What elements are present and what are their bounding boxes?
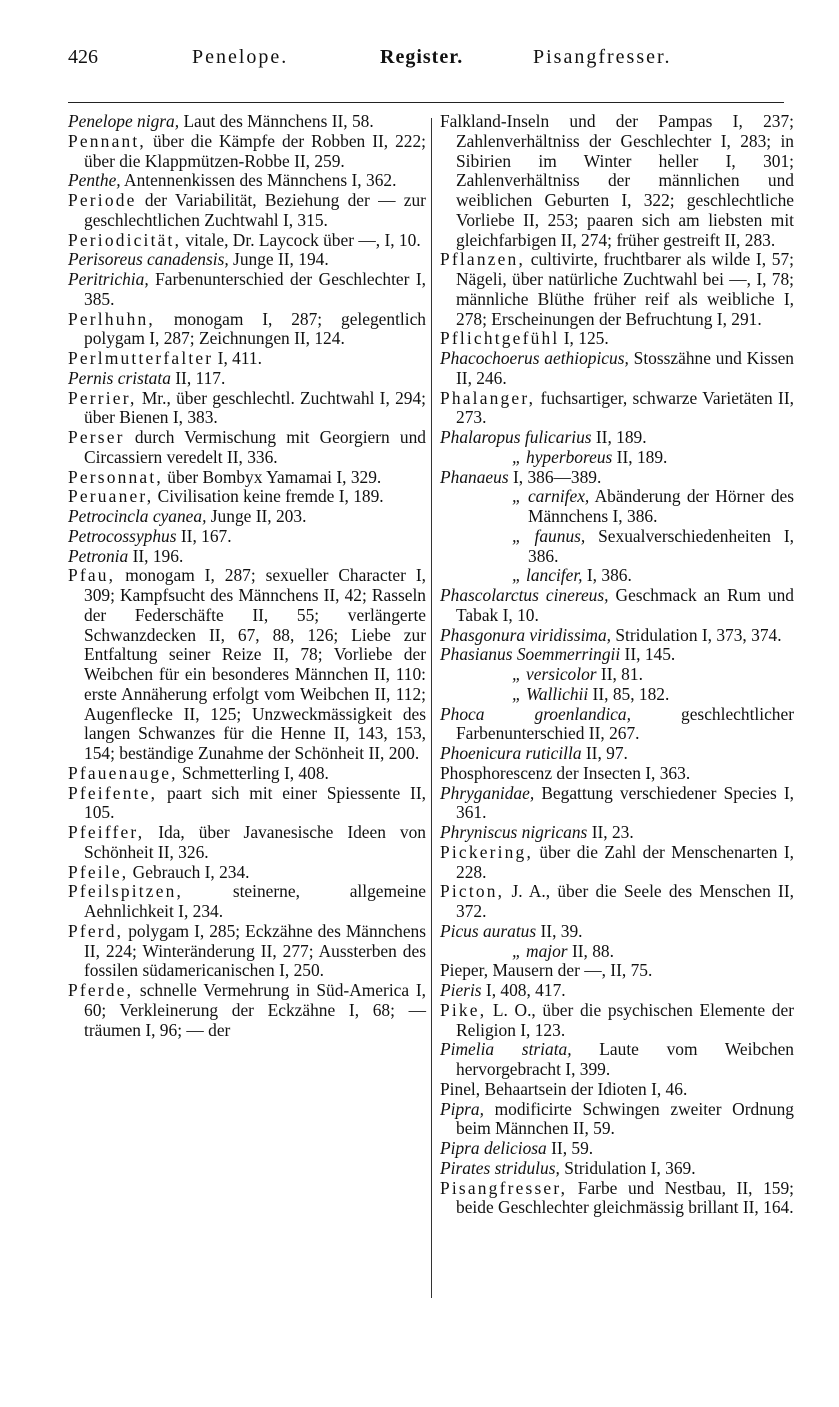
entry-heading: Phryniscus nigricans <box>440 822 588 842</box>
entry-text: I, 408, 417. <box>485 980 566 1000</box>
entry-text: II, 145. <box>624 644 676 665</box>
index-entry <box>440 764 794 784</box>
entry-heading: Pferd, <box>68 920 124 941</box>
entry-heading: Phanaeus <box>440 466 509 487</box>
index-entry <box>440 665 794 685</box>
page-number: 426 <box>68 46 98 68</box>
index-entry <box>440 566 794 586</box>
entry-text: II, 81. <box>600 664 643 684</box>
column-divider <box>431 118 432 1298</box>
entry-text: Ida, über Javanesische Ideen von Schönheit II, 326. <box>84 822 426 862</box>
index-entry <box>68 270 426 310</box>
entry-heading: Phacochoerus aethiopicus, <box>440 348 629 368</box>
index-entry <box>68 389 426 429</box>
index-entry <box>440 882 794 922</box>
entry-text: über Bombyx Yamamai I, 329. <box>167 466 382 487</box>
index-entry <box>440 626 794 646</box>
index-entry <box>440 1080 794 1100</box>
index-entry <box>68 171 426 191</box>
index-entry <box>440 1159 794 1179</box>
entry-heading: Pickering, <box>440 841 533 862</box>
entry-text: Stosszähne und Kissen II, 246. <box>456 348 794 388</box>
index-entry <box>440 487 794 527</box>
index-entry <box>440 1139 794 1159</box>
index-entry <box>68 566 426 764</box>
entry-heading: Perlhuhn, <box>68 308 155 329</box>
entry-text: schnelle Vermehrung in Süd-America I, 60; Verkleinerung der Eckzähne I, 68; — träumen I, 96; — der <box>84 980 426 1040</box>
entry-heading: Perrier, <box>68 387 137 408</box>
entry-heading: Pinel, <box>440 1078 481 1099</box>
index-entry <box>440 705 794 745</box>
entry-text: geschlechtlicher Farbenunterschied II, 267. <box>456 703 794 744</box>
entry-heading: „ carnifex, <box>512 486 590 507</box>
entry-text: Farbe und Nestbau, II, 159; beide Geschlechter gleichmässig brillant II, 164. <box>456 1177 794 1218</box>
entry-text: Mr., über geschlechtl. Zuchtwahl I, 294; über Bienen I, 383. <box>84 387 426 428</box>
entry-text: Schmetterling I, 408. <box>182 762 329 783</box>
entry-text: II, 59. <box>551 1138 594 1158</box>
index-entry <box>68 784 426 824</box>
entry-heading: Perlmutterfalter <box>68 348 214 368</box>
entry-heading: Pfauenauge, <box>68 762 178 783</box>
entry-text: II, 196. <box>132 545 184 566</box>
entry-heading: Phoenicura ruticilla <box>440 743 582 763</box>
entry-text: monogam I, 287; sexueller Character I, 309; Kampfsucht des Männchens II, 42; Rasseln der Federschäfte II, 55; verlängerte Schwanzdecken II, 67, 88, 126; Liebe zur Entfaltung seiner Reize II, 78; Vorliebe der Weibchen für ein besonderes Männchen II, 110: erste Annäherung erfolgt vom Weibchen II, 112; Augenflecke II, 125; Unzweckmässigkeit des langen Schwanzes für die Henne II, 143, 153, 154; beständige Zunahme der Schönheit II, 200. <box>84 565 426 763</box>
index-entry <box>440 685 794 705</box>
index-entry <box>68 132 426 172</box>
index-entry <box>440 112 794 250</box>
page-header <box>68 46 784 78</box>
entry-text: I, 411. <box>217 348 262 368</box>
entry-heading: Peritrichia, <box>68 269 149 289</box>
index-entry <box>440 329 794 349</box>
entry-text: steinerne, allgemeine Aehnlichkeit I, 234. <box>84 881 426 921</box>
entry-text: Abänderung der Hörner des Männchens I, 386. <box>528 486 794 526</box>
entry-heading: Pike, <box>440 999 487 1020</box>
entry-heading: Pennant, <box>68 130 146 151</box>
entry-text: I, 386—389. <box>512 466 602 487</box>
entry-text: II, 189. <box>595 427 647 447</box>
entry-text: Laut des Männchens II, 58. <box>183 111 374 131</box>
entry-heading: Pfeile, <box>68 861 129 882</box>
index-entry <box>440 1179 794 1219</box>
entry-text: Stridulation I, 369. <box>564 1157 696 1178</box>
entry-heading: Phalanger, <box>440 387 536 408</box>
entry-text: Laute vom Weibchen hervorgebracht I, 399. <box>456 1039 794 1079</box>
entry-heading: Pfau, <box>68 565 116 586</box>
index-entry <box>68 547 426 567</box>
running-head-right: Pisangfresser. <box>533 46 672 68</box>
entry-text: Civilisation keine fremde I, 189. <box>157 486 384 507</box>
entry-text: modificirte Schwingen zweiter Ordnung beim Männchen II, 59. <box>456 1098 794 1139</box>
entry-heading: Pflanzen, <box>440 249 525 270</box>
index-entry <box>440 981 794 1001</box>
entry-text: cultivirte, fruchtbarer als wilde I, 57; Nägeli, über natürliche Zuchtwahl bei —, I, 78; männliche Blüthe früher reif als weibliche I, 278; Erscheinungen der Befruchtung I, 291. <box>456 249 794 329</box>
entry-text: durch Vermischung mit Georgiern und Circassiern veredelt II, 336. <box>84 427 426 467</box>
entry-heading: „ lancifer, <box>512 565 583 586</box>
index-entry <box>68 882 426 922</box>
index-entry <box>68 922 426 981</box>
index-entry <box>68 764 426 784</box>
entry-text: II, 88. <box>571 940 614 961</box>
entry-heading: Phasgonura viridissima, <box>440 624 612 645</box>
index-entry <box>440 250 794 329</box>
entry-text: polygam I, 285; Eckzähne des Männchens II, 224; Winteränderung II, 277; Aussterben des fossilen südamericanischen I, 250. <box>84 920 426 981</box>
entry-heading: Pieris <box>440 980 482 1000</box>
index-entry <box>68 507 426 527</box>
entry-text: Sexualverschiedenheiten I, 386. <box>528 525 794 566</box>
entry-text: II, 117. <box>175 367 226 388</box>
entry-text: vitale, Dr. Laycock über —, I, 10. <box>185 229 421 250</box>
entry-text: L. O., über die psychischen Elemente der Religion I, 123. <box>456 999 794 1040</box>
index-entry <box>440 448 794 468</box>
entry-heading: Personnat, <box>68 466 163 487</box>
index-entry <box>68 487 426 507</box>
index-entry <box>68 823 426 863</box>
entry-text: Behaartsein der Idioten I, 46. <box>484 1078 688 1099</box>
entry-heading: Petrocossyphus <box>68 525 177 546</box>
entry-heading: Pflichtgefühl <box>440 328 560 349</box>
entry-text: Mausern der —, II, 75. <box>492 960 653 981</box>
entry-heading: Pipra deliciosa <box>440 1138 547 1158</box>
entry-text: monogam I, 287; gelegentlich polygam I, 287; Zeichnungen II, 124. <box>84 308 426 349</box>
index-entry <box>68 310 426 350</box>
entry-heading: Pernis cristata <box>68 367 171 388</box>
right-column <box>440 112 794 1218</box>
entry-heading: Pfeilspitzen, <box>68 881 184 902</box>
index-entry <box>440 349 794 389</box>
entry-text: über die Kämpfe der Robben II, 222; über die Klappmützen-Robbe II, 259. <box>84 130 426 171</box>
entry-text: II, 23. <box>591 822 634 842</box>
entry-text: fuchsartiger, schwarze Varietäten II, 273. <box>456 387 794 428</box>
entry-heading: Phosphorescenz <box>440 762 553 783</box>
entry-text: paart sich mit einer Spiessente II, 105. <box>84 782 426 823</box>
index-entry <box>68 981 426 1040</box>
entry-text: I, 125. <box>563 328 609 349</box>
index-entry <box>68 231 426 251</box>
entry-heading: „ Wallichii <box>512 683 589 704</box>
entry-heading: Perser <box>68 427 125 447</box>
entry-text: II, 189. <box>616 446 668 467</box>
entry-text: J. A., über die Seele des Menschen II, 372. <box>456 881 794 921</box>
entry-heading: Phoca groenlandica, <box>440 703 631 724</box>
entry-text: der Variabilität, Beziehung der — zur geschlechtlichen Zuchtwahl I, 315. <box>84 190 426 230</box>
entry-heading: Picus auratus <box>440 920 537 941</box>
entry-heading: „ hyperboreus <box>512 446 613 467</box>
entry-text: der Insecten I, 363. <box>556 762 691 783</box>
index-entry <box>440 586 794 626</box>
entry-text: Antennenkissen des Männchens I, 362. <box>124 170 397 191</box>
entry-heading: Pferde, <box>68 980 134 1000</box>
index-entry <box>440 389 794 429</box>
index-entry <box>68 468 426 488</box>
entry-heading: Pipra, <box>440 1098 484 1119</box>
entry-heading: Pimelia striata, <box>440 1039 572 1060</box>
entry-heading: Picton, <box>440 881 505 902</box>
entry-text: II, 97. <box>585 743 628 763</box>
index-entry <box>440 744 794 764</box>
index-entry <box>440 843 794 883</box>
index-entry <box>68 191 426 231</box>
index-entry <box>440 428 794 448</box>
entry-heading: Phasianus Soemmerringii <box>440 644 621 665</box>
entry-text: Geschmack an Rum und Tabak I, 10. <box>456 585 794 625</box>
entry-heading: Periodicität, <box>68 229 182 250</box>
index-entry <box>440 1040 794 1080</box>
entry-heading: „ versicolor <box>512 664 597 684</box>
entry-heading: Pfeifente, <box>68 782 158 803</box>
index-entry <box>68 863 426 883</box>
index-entry <box>68 349 426 369</box>
entry-heading: Pirates stridulus, <box>440 1157 560 1178</box>
entry-heading: Petronia <box>68 545 129 566</box>
entry-heading: Pisangfresser, <box>440 1177 568 1198</box>
entry-text: Stridulation I, 373, 374. <box>615 624 782 645</box>
entry-heading: Pfeiffer, <box>68 822 145 842</box>
entry-heading: Penelope nigra, <box>68 111 180 131</box>
section-title: Register. <box>380 46 464 68</box>
entry-heading: „ faunus, <box>512 525 586 546</box>
left-column <box>68 112 426 1040</box>
entry-text: Farbenunterschied der Geschlechter I, 385. <box>84 269 426 309</box>
entry-heading: Phascolarctus cinereus, <box>440 585 609 605</box>
index-entry <box>68 112 426 132</box>
entry-text: über die Zahl der Menschenarten I, 228. <box>456 841 794 882</box>
entry-text: Begattung verschiedener Species I, 361. <box>456 782 794 823</box>
entry-heading: Pieper, <box>440 960 489 981</box>
entry-text: II, 85, 182. <box>592 683 670 704</box>
index-entry <box>440 961 794 981</box>
index-entry <box>68 369 426 389</box>
index-entry <box>440 784 794 824</box>
index-entry <box>68 428 426 468</box>
entry-text: II, 39. <box>540 920 583 941</box>
index-entry <box>68 250 426 270</box>
header-rule <box>68 102 784 103</box>
index-entry <box>440 942 794 962</box>
entry-heading: Peruaner, <box>68 486 154 507</box>
index-entry <box>440 1001 794 1041</box>
entry-text: Falkland-Inseln und der Pampas I, 237; Zahlenverhältniss der Geschlechter I, 283; in Sibirien im Winter heller I, 301; Zahlenverhältniss der männlichen und weiblichen Geburten I, 322; geschlechtliche Vorliebe II, 253; paaren sich am liebsten mit gleichfarbigen II, 274; früher gestreift II, 283. <box>440 111 794 250</box>
index-entry <box>440 645 794 665</box>
index-entry <box>440 823 794 843</box>
entry-heading: Penthe, <box>68 170 121 191</box>
index-entry <box>440 922 794 942</box>
index-entry <box>440 468 794 488</box>
entry-heading: „ major <box>512 940 568 961</box>
entry-text: Gebrauch I, 234. <box>132 861 250 882</box>
entry-text: Junge II, 194. <box>233 249 329 270</box>
entry-heading: Phryganidae, <box>440 782 535 803</box>
entry-heading: Phalaropus fulicarius <box>440 427 592 447</box>
entry-text: I, 386. <box>586 565 632 586</box>
index-entry <box>68 527 426 547</box>
entry-heading: Periode <box>68 190 137 210</box>
entry-text: II, 167. <box>180 525 232 546</box>
entry-text: Junge II, 203. <box>210 506 307 526</box>
index-entry <box>440 527 794 567</box>
index-entry <box>440 1100 794 1140</box>
running-head-left: Penelope. <box>192 46 289 68</box>
entry-heading: Petrocincla cyanea, <box>68 506 207 526</box>
entry-heading: Perisoreus canadensis, <box>68 249 229 270</box>
